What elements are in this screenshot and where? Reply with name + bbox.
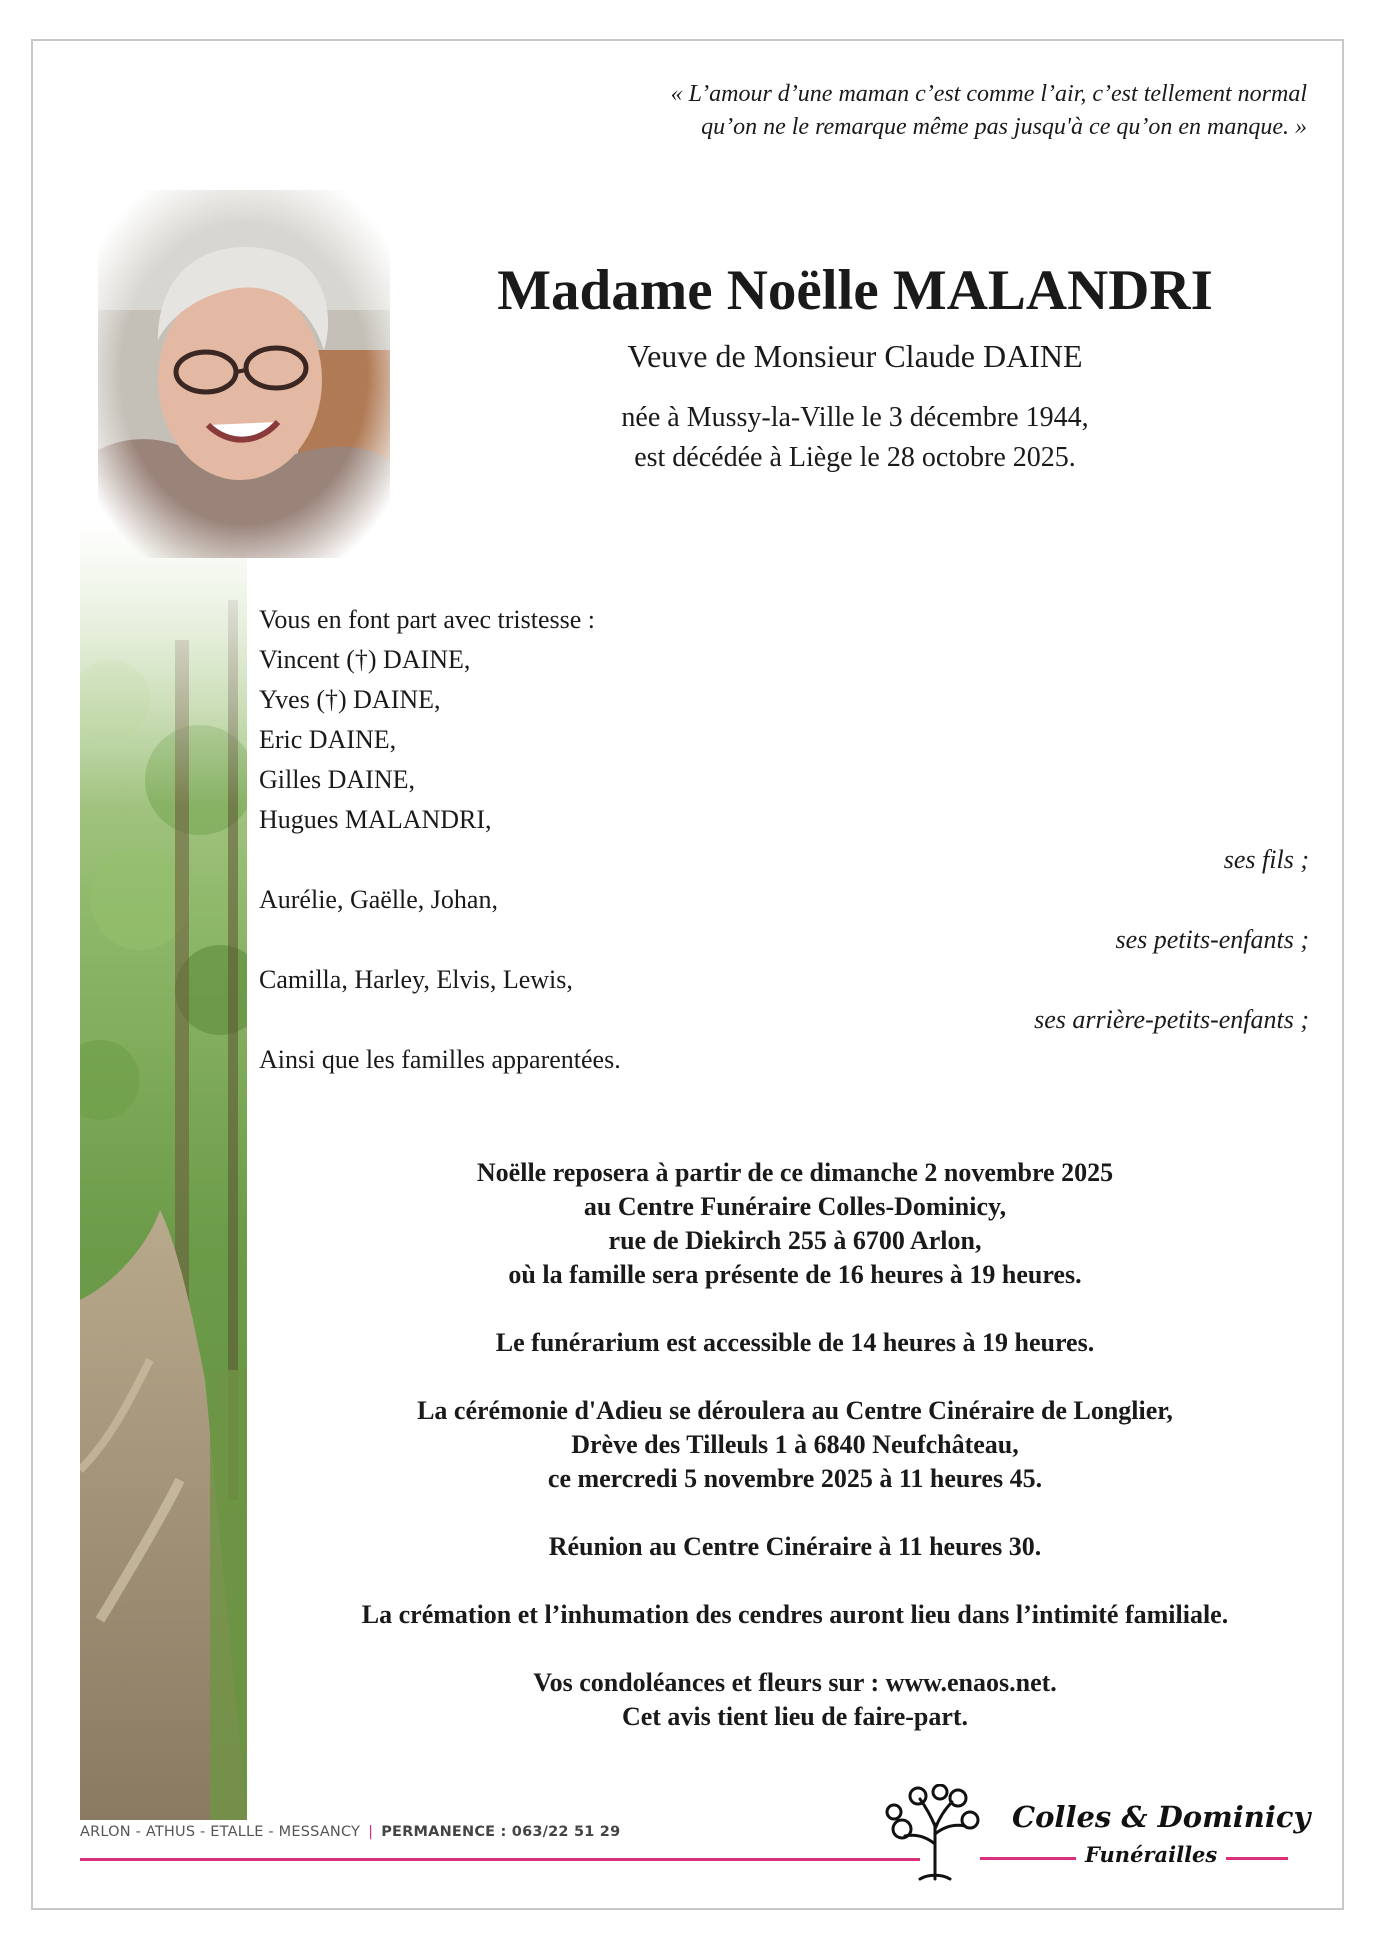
logo-subtitle: Funérailles [1085,1842,1218,1867]
son-name: Hugues MALANDRI, [259,805,492,834]
family-announcement [259,600,1309,1080]
son-name: Vincent (†) DAINE, [259,645,471,674]
grandchildren-names: Aurélie, Gaëlle, Johan, [259,885,498,914]
logo-company-name: Colles & Dominicy [1012,1800,1311,1834]
footer-permanence: PERMANENCE : 063/22 51 29 [381,1824,621,1840]
sons-label: ses fils ; [1223,845,1309,874]
funeral-information [260,1156,1330,1768]
ceremony-line: Drève des Tilleuls 1 à 6840 Neufchâteau, [571,1430,1019,1459]
ceremony-line: ce mercredi 5 novembre 2025 à 11 heures 45. [547,1464,1043,1493]
birth-line: née à Mussy-la-Ville le 3 décembre 1944, [621,402,1089,433]
logo-accent-line [980,1857,1076,1860]
ceremony-details [260,1394,1330,1496]
rest-line: au Centre Funéraire Colles-Dominicy, [583,1192,1007,1221]
access-line: Le funérarium est accessible de 14 heures à 19 heures. [495,1328,1095,1357]
rest-details [260,1156,1330,1292]
rest-line: rue de Diekirch 255 à 6700 Arlon, [608,1226,982,1255]
condolences-line: Cet avis tient lieu de faire-part. [621,1702,969,1731]
family-intro: Vous en font part avec tristesse : [259,605,595,634]
company-logo [880,1784,1311,1884]
widow-of: Veuve de Monsieur Claude DAINE [627,338,1083,374]
quote-line-1: « L’amour d’une maman c’est comme l’air, c’est tellement normal [670,81,1307,107]
footer-separator: | [368,1824,374,1840]
meeting-line: Réunion au Centre Cinéraire à 11 heures 30. [548,1532,1042,1561]
condolences-details [260,1666,1330,1734]
birth-death-dates [380,398,1330,478]
great-grandchildren-names: Camilla, Harley, Elvis, Lewis, [259,965,573,994]
ceremony-line: La cérémonie d'Adieu se déroulera au Centre Cinéraire de Longlier, [417,1396,1173,1425]
rest-line: où la famille sera présente de 16 heures à 19 heures. [508,1260,1082,1289]
footer-locations: ARLON - ATHUS - ETALLE - MESSANCY [80,1824,361,1840]
death-line: est décédée à Liège le 28 octobre 2025. [634,442,1076,473]
logo-accent-line [1226,1857,1288,1860]
footer-accent-line [80,1858,920,1861]
footer-contact [80,1824,620,1840]
portrait-photo [98,190,390,558]
great-grandchildren-label: ses arrière-petits-enfants ; [1034,1005,1309,1034]
quote-line-2: qu’on ne le remarque même pas jusqu'à ce qu’on en manque. » [701,114,1307,140]
deceased-name: Madame Noëlle MALANDRI [497,259,1213,322]
cremation-details [260,1598,1330,1632]
condolences-line: Vos condoléances et fleurs sur : www.enaos.net. [533,1668,1057,1697]
rest-line: Noëlle reposera à partir de ce dimanche 2 novembre 2025 [476,1158,1114,1187]
family-closing: Ainsi que les familles apparentées. [259,1045,621,1074]
tree-icon [880,1784,990,1884]
grandchildren-label: ses petits-enfants ; [1115,925,1309,954]
access-hours [260,1326,1330,1360]
son-name: Gilles DAINE, [259,765,415,794]
meeting-details [260,1530,1330,1564]
cremation-line: La crémation et l’inhumation des cendres auront lieu dans l’intimité familiale. [361,1600,1229,1629]
epigraph-quote [407,78,1307,144]
son-name: Eric DAINE, [259,725,397,754]
forest-path-image [80,520,247,1820]
son-name: Yves (†) DAINE, [259,685,441,714]
